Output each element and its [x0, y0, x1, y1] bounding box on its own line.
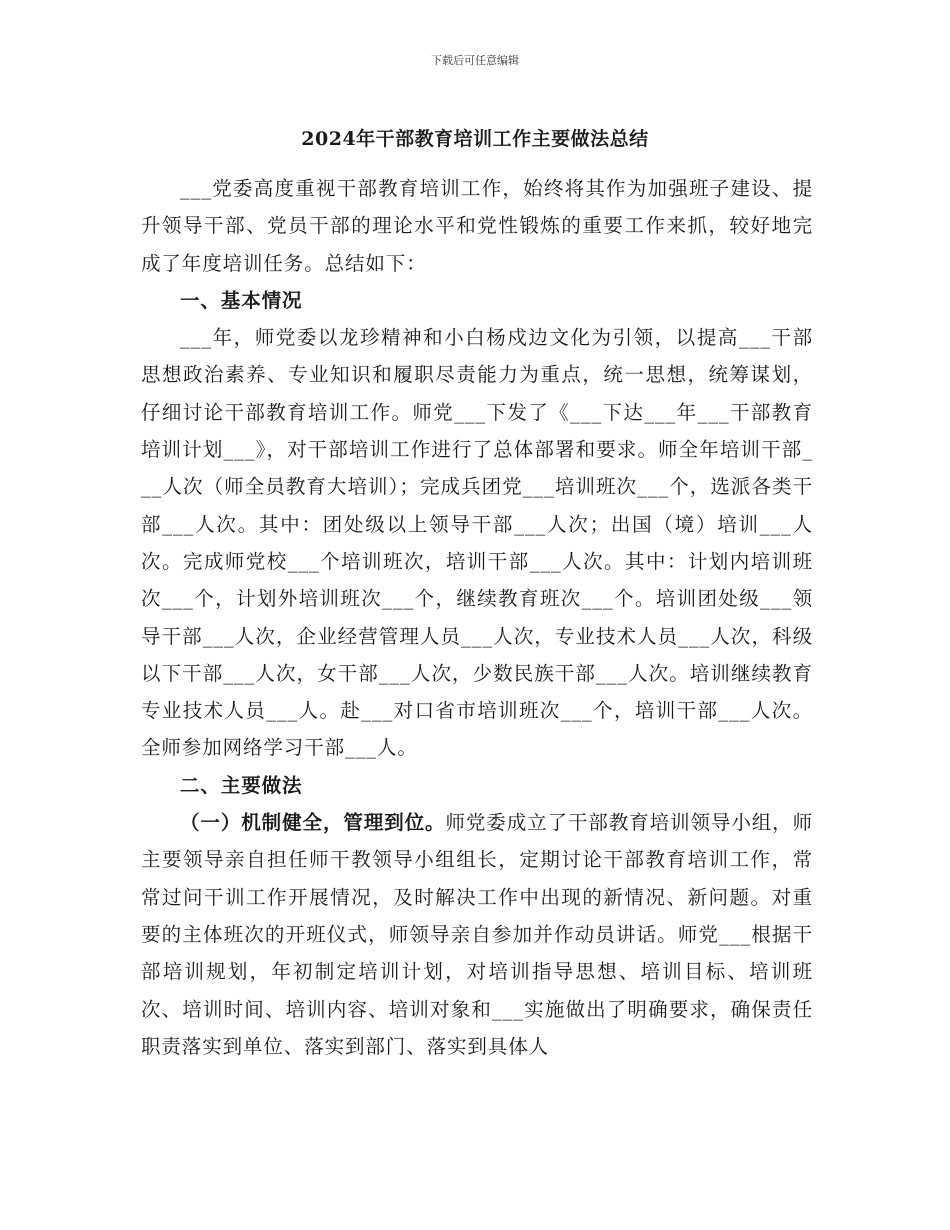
- practice-item-body: 师党委成立了干部教育培训领导小组，师主要领导亲自担任师干教领导小组组长，定期讨论干部教育培训工作，常常过问干训工作开展情况，及时解决工作中出现的新情况、新问题。对重要的主体班次的开班仪式，师领导亲自参加并作动员讲话。师党___根据干部培训规划，年初制定培训计划，对培训指导思想、培训目标、培训班次、培训时间、培训内容、培训对象和___实施做出了明确要求，确保责任职责落实到单位、落实到部门、落实到具体人: [141, 811, 814, 1058]
- page-header-note: 下载后可任意编辑: [431, 54, 519, 67]
- section-heading-main-practices: 二、主要做法: [180, 773, 303, 797]
- practice-item-paragraph: [141, 804, 813, 1065]
- practice-item-lead: （一）机制健全，管理到位。: [180, 811, 446, 835]
- basic-situation-paragraph: ___年，师党委以龙珍精神和小白杨戍边文化为引领，以提高___干部思想政治素养、专业知识和履职尽责能力为重点，统一思想，统筹谋划，仔细讨论干部教育培训工作。师党___下发了《___下达___年___干部教育培训计划___》，对干部培训工作进行了总体部署和要求。师全年培训干部___人次（师全员教育大培训）；完成兵团党___培训班次___个，选派各类干部___人次。其中：团处级以上领导干部___人次；出国（境）培训___人次。完成师党校___个培训班次，培训干部___人次。其中：计划内培训班次___个，计划外培训班次___个，继续教育班次___个。培训团处级___领导干部___人次，企业经营管理人员___人次，专业技术人员___人次，科级以下干部___人次，女干部___人次，少数民族干部___人次。培训继续教育专业技术人员___人。赴___对口省市培训班次___个，培训干部___人次。全师参加网络学习干部___人。: [141, 326, 813, 760]
- document-body: [141, 170, 813, 1065]
- section-heading-basic-situation: 一、基本情况: [180, 288, 303, 312]
- intro-paragraph: ___党委高度重视干部教育培训工作，始终将其作为加强班子建设、提升领导干部、党员干部的理论水平和党性锻炼的重要工作来抓，较好地完成了年度培训任务。总结如下：: [141, 177, 813, 275]
- document-title: 2024年干部教育培训工作主要做法总结: [301, 128, 649, 150]
